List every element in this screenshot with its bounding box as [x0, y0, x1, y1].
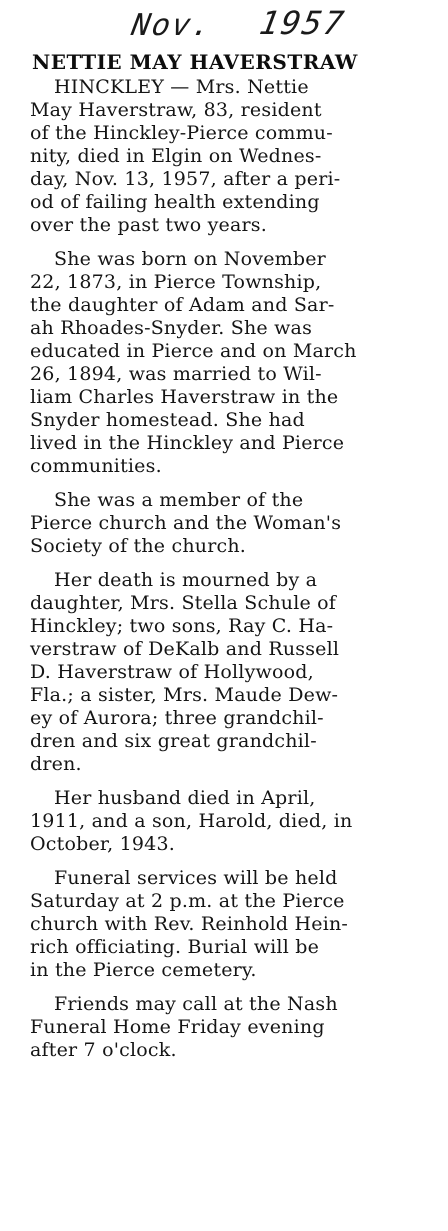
text-line: Fla.; a sister, Mrs. Maude Dew-	[30, 684, 339, 706]
obituary-paragraph	[30, 248, 442, 478]
obituary-paragraph	[30, 787, 442, 856]
paragraph-gap	[30, 558, 442, 569]
text-line: 26, 1894, was married to Wil-	[30, 363, 322, 385]
text-line: Funeral Home Friday evening	[30, 1016, 325, 1038]
text-line: Snyder homestead. She had	[30, 409, 305, 431]
text-line: She was a member of the	[54, 489, 304, 511]
handwritten-month: Nov.	[128, 8, 216, 43]
text-line: Society of the church.	[30, 535, 247, 557]
obituary-paragraph	[30, 993, 442, 1062]
text-line: D. Haverstraw of Hollywood,	[30, 661, 314, 683]
text-line: Hinckley; two sons, Ray C. Ha-	[30, 615, 334, 637]
text-line: nity, died in Elgin on Wednes-	[30, 145, 322, 167]
text-line: church with Rev. Reinhold Hein-	[30, 913, 349, 935]
obituary-paragraph	[30, 867, 442, 982]
text-line: daughter, Mrs. Stella Schule of	[30, 592, 337, 614]
text-line: She was born on November	[54, 248, 326, 270]
text-line: rich officiating. Burial will be	[30, 936, 320, 958]
text-line: in the Pierce cemetery.	[30, 959, 257, 981]
paragraph-gap	[30, 982, 442, 993]
text-line: Her death is mourned by a	[54, 569, 318, 591]
paragraph-gap	[30, 237, 442, 248]
text-line: Friends may call at the Nash	[54, 993, 338, 1015]
text-line: dren.	[30, 753, 82, 775]
obituary-heading: NETTIE MAY HAVERSTRAW	[32, 50, 358, 74]
obituary-paragraph	[30, 569, 442, 776]
handwritten-year: 1957	[256, 4, 349, 42]
text-line: communities.	[30, 455, 162, 477]
text-line: lived in the Hinckley and Pierce	[30, 432, 345, 454]
text-line: HINCKLEY — Mrs. Nettie	[54, 76, 309, 98]
text-line: 1911, and a son, Harold, died, in	[30, 810, 353, 832]
text-line: ey of Aurora; three grandchil-	[30, 707, 324, 729]
text-line: educated in Pierce and on March	[30, 340, 357, 362]
obituary-paragraph	[30, 489, 442, 558]
text-line: October, 1943.	[30, 833, 175, 855]
text-line: od of failing health extending	[30, 191, 320, 213]
text-line: after 7 o'clock.	[30, 1039, 177, 1061]
text-line: verstraw of DeKalb and Russell	[30, 638, 340, 660]
text-line: dren and six great grandchil-	[30, 730, 317, 752]
text-line: Her husband died in April,	[54, 787, 316, 809]
text-line: Funeral services will be held	[54, 867, 338, 889]
paragraph-gap	[30, 478, 442, 489]
text-line: May Haverstraw, 83, resident	[30, 99, 322, 121]
paragraph-gap	[30, 856, 442, 867]
obituary-paragraph	[30, 76, 442, 237]
text-line: the daughter of Adam and Sar-	[30, 294, 335, 316]
obituary-body	[30, 76, 442, 1062]
text-line: over the past two years.	[30, 214, 267, 236]
handwritten-date	[128, 4, 392, 48]
text-line: liam Charles Haverstraw in the	[30, 386, 339, 408]
text-line: day, Nov. 13, 1957, after a peri-	[30, 168, 341, 190]
text-line: of the Hinckley-Pierce commu-	[30, 122, 333, 144]
obituary-clipping	[10, 0, 442, 1231]
paragraph-gap	[30, 776, 442, 787]
text-line: ah Rhoades-Snyder. She was	[30, 317, 313, 339]
text-line: Saturday at 2 p.m. at the Pierce	[30, 890, 345, 912]
text-line: 22, 1873, in Pierce Township,	[30, 271, 322, 293]
text-line: Pierce church and the Woman's	[30, 512, 342, 534]
